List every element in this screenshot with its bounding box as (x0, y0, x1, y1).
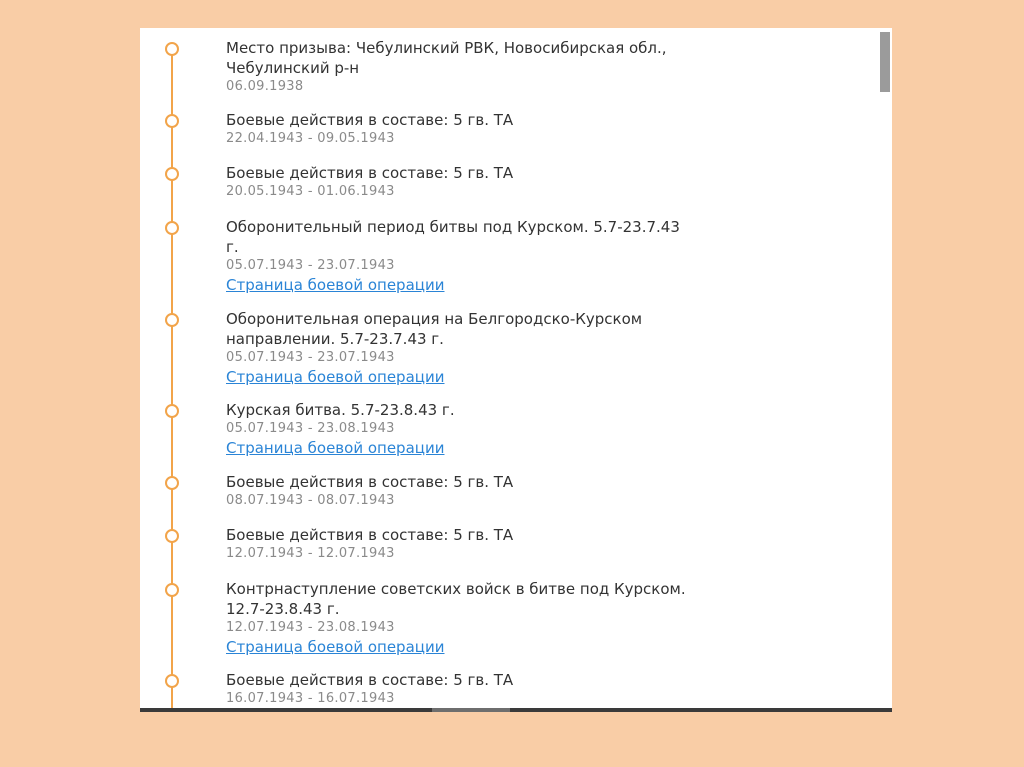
timeline-dot-icon (165, 114, 179, 128)
operation-page-link[interactable]: Страница боевой операции (226, 368, 445, 386)
entry-date: 20.05.1943 - 01.06.1943 (226, 184, 395, 199)
entry-date: 22.04.1943 - 09.05.1943 (226, 131, 395, 146)
timeline-panel (140, 28, 892, 712)
entry-date: 12.07.1943 - 23.08.1943 (226, 620, 395, 635)
timeline-dot-icon (165, 583, 179, 597)
entry-date: 16.07.1943 - 16.07.1943 (226, 691, 395, 706)
entry-title: Боевые действия в составе: 5 гв. ТА (226, 164, 514, 182)
entry-title: Курская битва. 5.7-23.8.43 г. (226, 401, 455, 419)
entry-date: 05.07.1943 - 23.07.1943 (226, 350, 395, 365)
timeline-dot-icon (165, 674, 179, 688)
operation-page-link[interactable]: Страница боевой операции (226, 439, 445, 457)
entry-title: Боевые действия в составе: 5 гв. ТА (226, 671, 514, 689)
operation-page-link[interactable]: Страница боевой операции (226, 638, 445, 656)
entry-title: Место призыва: Чебулинский РВК, Новосибирская обл., Чебулинский р-н (226, 39, 667, 77)
entry-date: 08.07.1943 - 08.07.1943 (226, 493, 395, 508)
timeline-dot-icon (165, 529, 179, 543)
timeline-dot-icon (165, 313, 179, 327)
timeline-dot-icon (165, 167, 179, 181)
entry-title: Боевые действия в составе: 5 гв. ТА (226, 111, 514, 129)
entry-date: 05.07.1943 - 23.07.1943 (226, 258, 395, 273)
vertical-scroll-thumb[interactable] (880, 32, 890, 92)
entry-date: 12.07.1943 - 12.07.1943 (226, 546, 395, 561)
timeline-line (171, 46, 173, 712)
entry-title: Оборонительная операция на Белгородско-Курском направлении. 5.7-23.7.43 г. (226, 310, 643, 348)
timeline-dot-icon (165, 404, 179, 418)
horizontal-scrollbar[interactable] (140, 708, 892, 712)
horizontal-scroll-thumb[interactable] (432, 708, 510, 712)
vertical-scrollbar[interactable] (876, 28, 892, 708)
operation-page-link[interactable]: Страница боевой операции (226, 276, 445, 294)
entry-title: Боевые действия в составе: 5 гв. ТА (226, 473, 514, 491)
entry-title: Оборонительный период битвы под Курском. 5.7-23.7.43 г. (226, 218, 680, 256)
entry-title: Контрнаступление советских войск в битве под Курском. 12.7-23.8.43 г. (226, 580, 686, 618)
timeline-dot-icon (165, 42, 179, 56)
entry-date: 05.07.1943 - 23.08.1943 (226, 421, 395, 436)
timeline-dot-icon (165, 221, 179, 235)
entry-title: Боевые действия в составе: 5 гв. ТА (226, 526, 514, 544)
entry-date: 06.09.1938 (226, 79, 304, 94)
timeline-dot-icon (165, 476, 179, 490)
